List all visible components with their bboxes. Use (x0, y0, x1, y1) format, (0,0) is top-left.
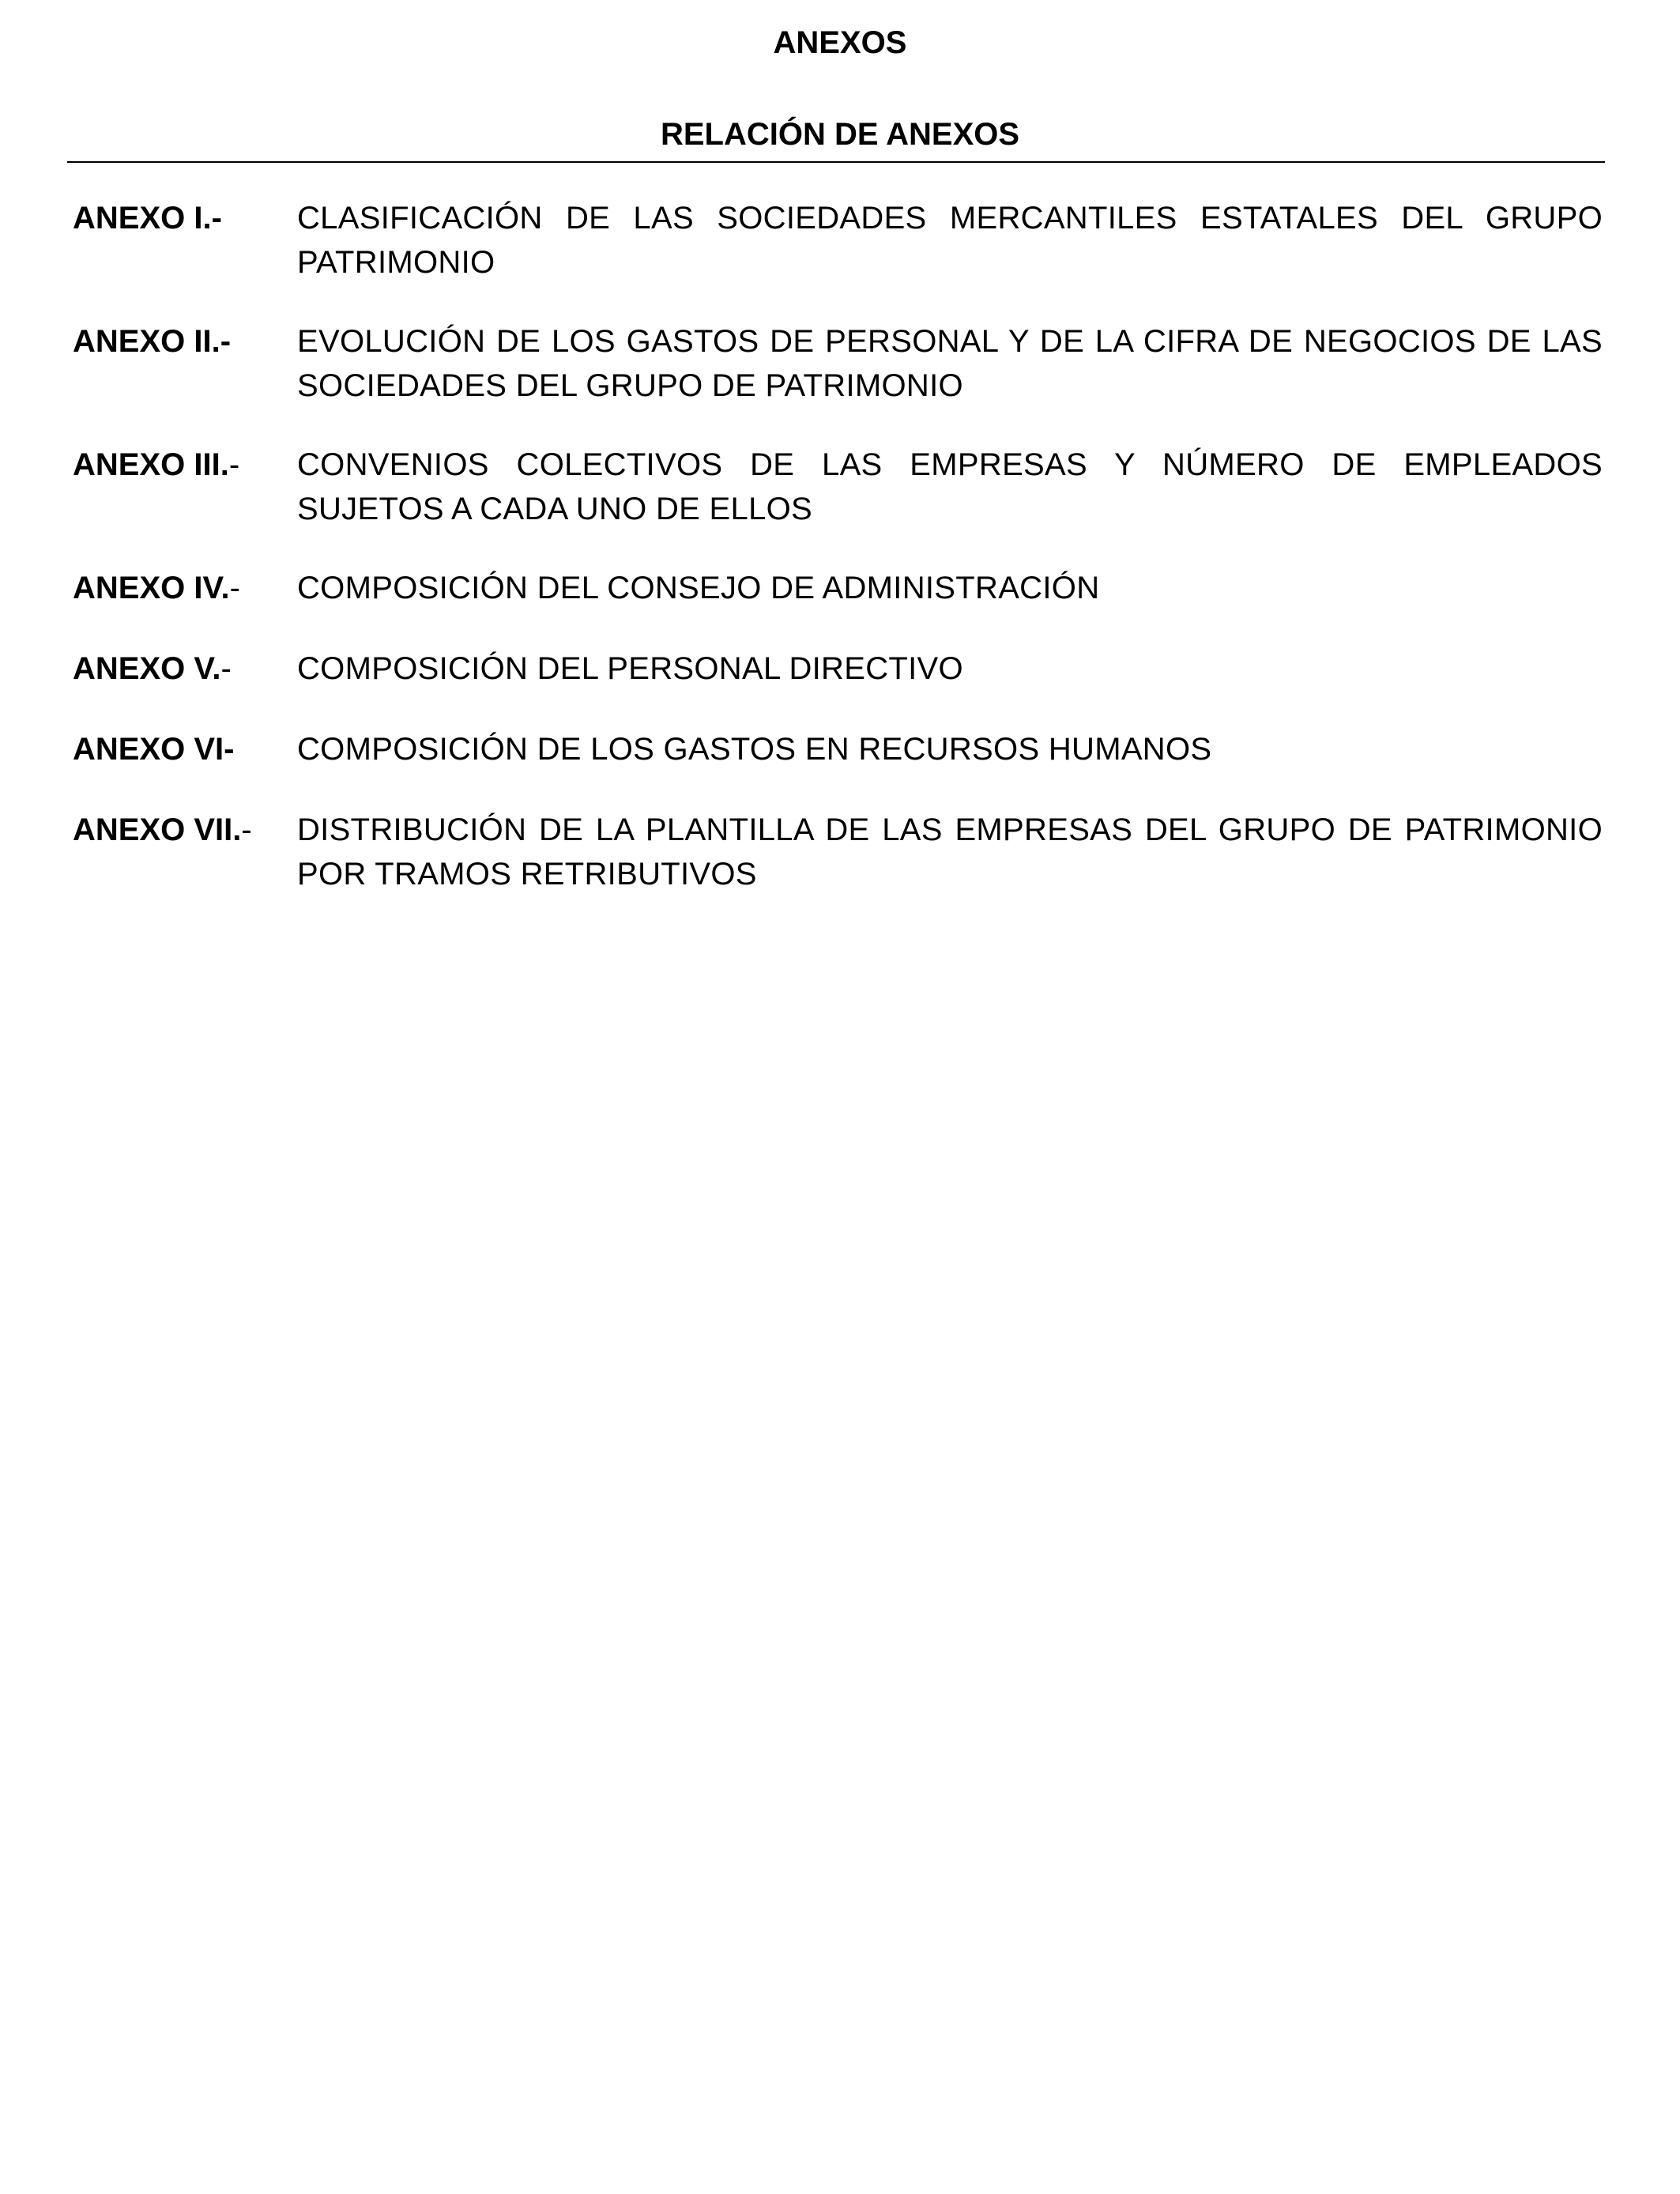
annex-label-text: ANEXO IV. (73, 571, 230, 605)
annex-description: CONVENIOS COLECTIVOS DE LAS EMPRESAS Y NÚMERO DE EMPLEADOS SUJETOS A CADA UNO DE ELLOS (297, 447, 1603, 526)
page-title: ANEXOS (773, 25, 907, 60)
annex-label-suffix: - (220, 651, 232, 686)
annex-label (73, 319, 296, 364)
annex-label-suffix: - (228, 447, 240, 482)
annex-label-text: ANEXO VI- (73, 732, 235, 767)
annex-label (73, 196, 296, 240)
title-divider (67, 161, 1605, 163)
annex-label (73, 647, 296, 691)
annex-description: COMPOSICIÓN DE LOS GASTOS EN RECURSOS HUMANOS (297, 732, 1212, 767)
annex-description: COMPOSICIÓN DEL PERSONAL DIRECTIVO (297, 651, 963, 686)
annex-description: COMPOSICIÓN DEL CONSEJO DE ADMINISTRACIÓN (297, 571, 1100, 605)
annex-label-suffix: - (241, 812, 252, 847)
annex-description: CLASIFICACIÓN DE LAS SOCIEDADES MERCANTILES ESTATALES DEL GRUPO PATRIMONIO (297, 201, 1603, 280)
annex-label-text: ANEXO III. (73, 447, 229, 482)
annex-label-text: ANEXO II.- (73, 324, 232, 359)
annex-description: DISTRIBUCIÓN DE LA PLANTILLA DE LAS EMPRESAS DEL GRUPO DE PATRIMONIO POR TRAMOS RETRIBUTIVOS (297, 812, 1603, 892)
annex-label-text: ANEXO VII. (73, 812, 242, 847)
annex-description: EVOLUCIÓN DE LOS GASTOS DE PERSONAL Y DE LA CIFRA DE NEGOCIOS DE LAS SOCIEDADES DEL GRUPO DE PATRIMONIO (297, 324, 1603, 403)
annex-label (73, 808, 296, 852)
annex-label-suffix: - (229, 571, 240, 605)
annex-label (73, 727, 296, 771)
annex-label (73, 443, 296, 487)
section-title: RELACIÓN DE ANEXOS (660, 117, 1020, 152)
annex-label-text: ANEXO V. (73, 651, 221, 686)
annex-label-text: ANEXO I.- (73, 201, 222, 236)
annex-label (73, 566, 296, 610)
